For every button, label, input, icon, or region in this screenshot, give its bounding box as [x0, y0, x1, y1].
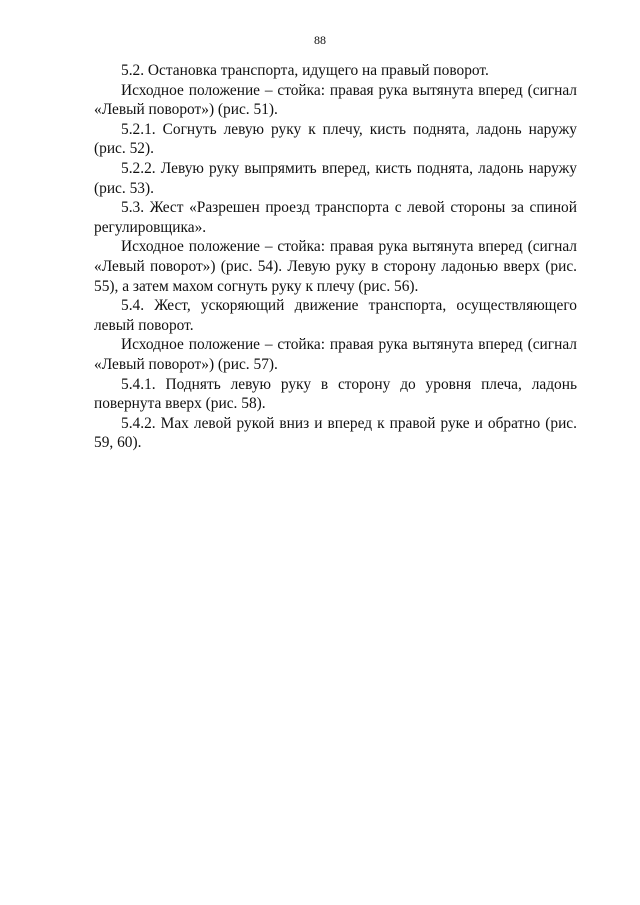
- paragraph-5-2: 5.2. Остановка транспорта, идущего на правый поворот.: [121, 62, 489, 79]
- paragraph-5-4-1: 5.4.1. Поднять левую руку в сторону до уровня плеча, ладонь повернута вверх (рис. 58).: [94, 375, 577, 413]
- paragraph-5-3: 5.3. Жест «Разрешен проезд транспорта с левой стороны за спиной регулировщика».: [94, 199, 577, 236]
- page-number: 88: [314, 33, 326, 47]
- paragraph-initial-position-1: Исходное положение – стойка: правая рука вытянута вперед (сигнал «Левый поворот») (рис. 51).: [94, 81, 577, 119]
- paragraph-5-2-2: 5.2.2. Левую руку выпрямить вперед, кисть поднята, ладонь наружу (рис. 53).: [94, 159, 577, 197]
- document-body: [94, 61, 577, 453]
- paragraph-5-4-2: 5.4.2. Мах левой рукой вниз и вперед к правой руке и обратно (рис. 59, 60).: [94, 414, 577, 452]
- paragraph-5-4: 5.4. Жест, ускоряющий движение транспорта, осуществляющего левый поворот.: [94, 297, 577, 334]
- paragraph-5-2-1: 5.2.1. Согнуть левую руку к плечу, кисть поднята, ладонь наружу (рис. 52).: [94, 120, 577, 158]
- paragraph-initial-position-2: Исходное положение – стойка: правая рука вытянута вперед (сигнал «Левый поворот») (рис. 54). Левую руку в сторону ладонью вверх (рис. 55), а затем махом согнуть руку к плечу (рис. 56).: [94, 238, 577, 295]
- paragraph-initial-position-3: Исходное положение – стойка: правая рука вытянута вперед (сигнал «Левый поворот») (рис. 57).: [94, 336, 577, 373]
